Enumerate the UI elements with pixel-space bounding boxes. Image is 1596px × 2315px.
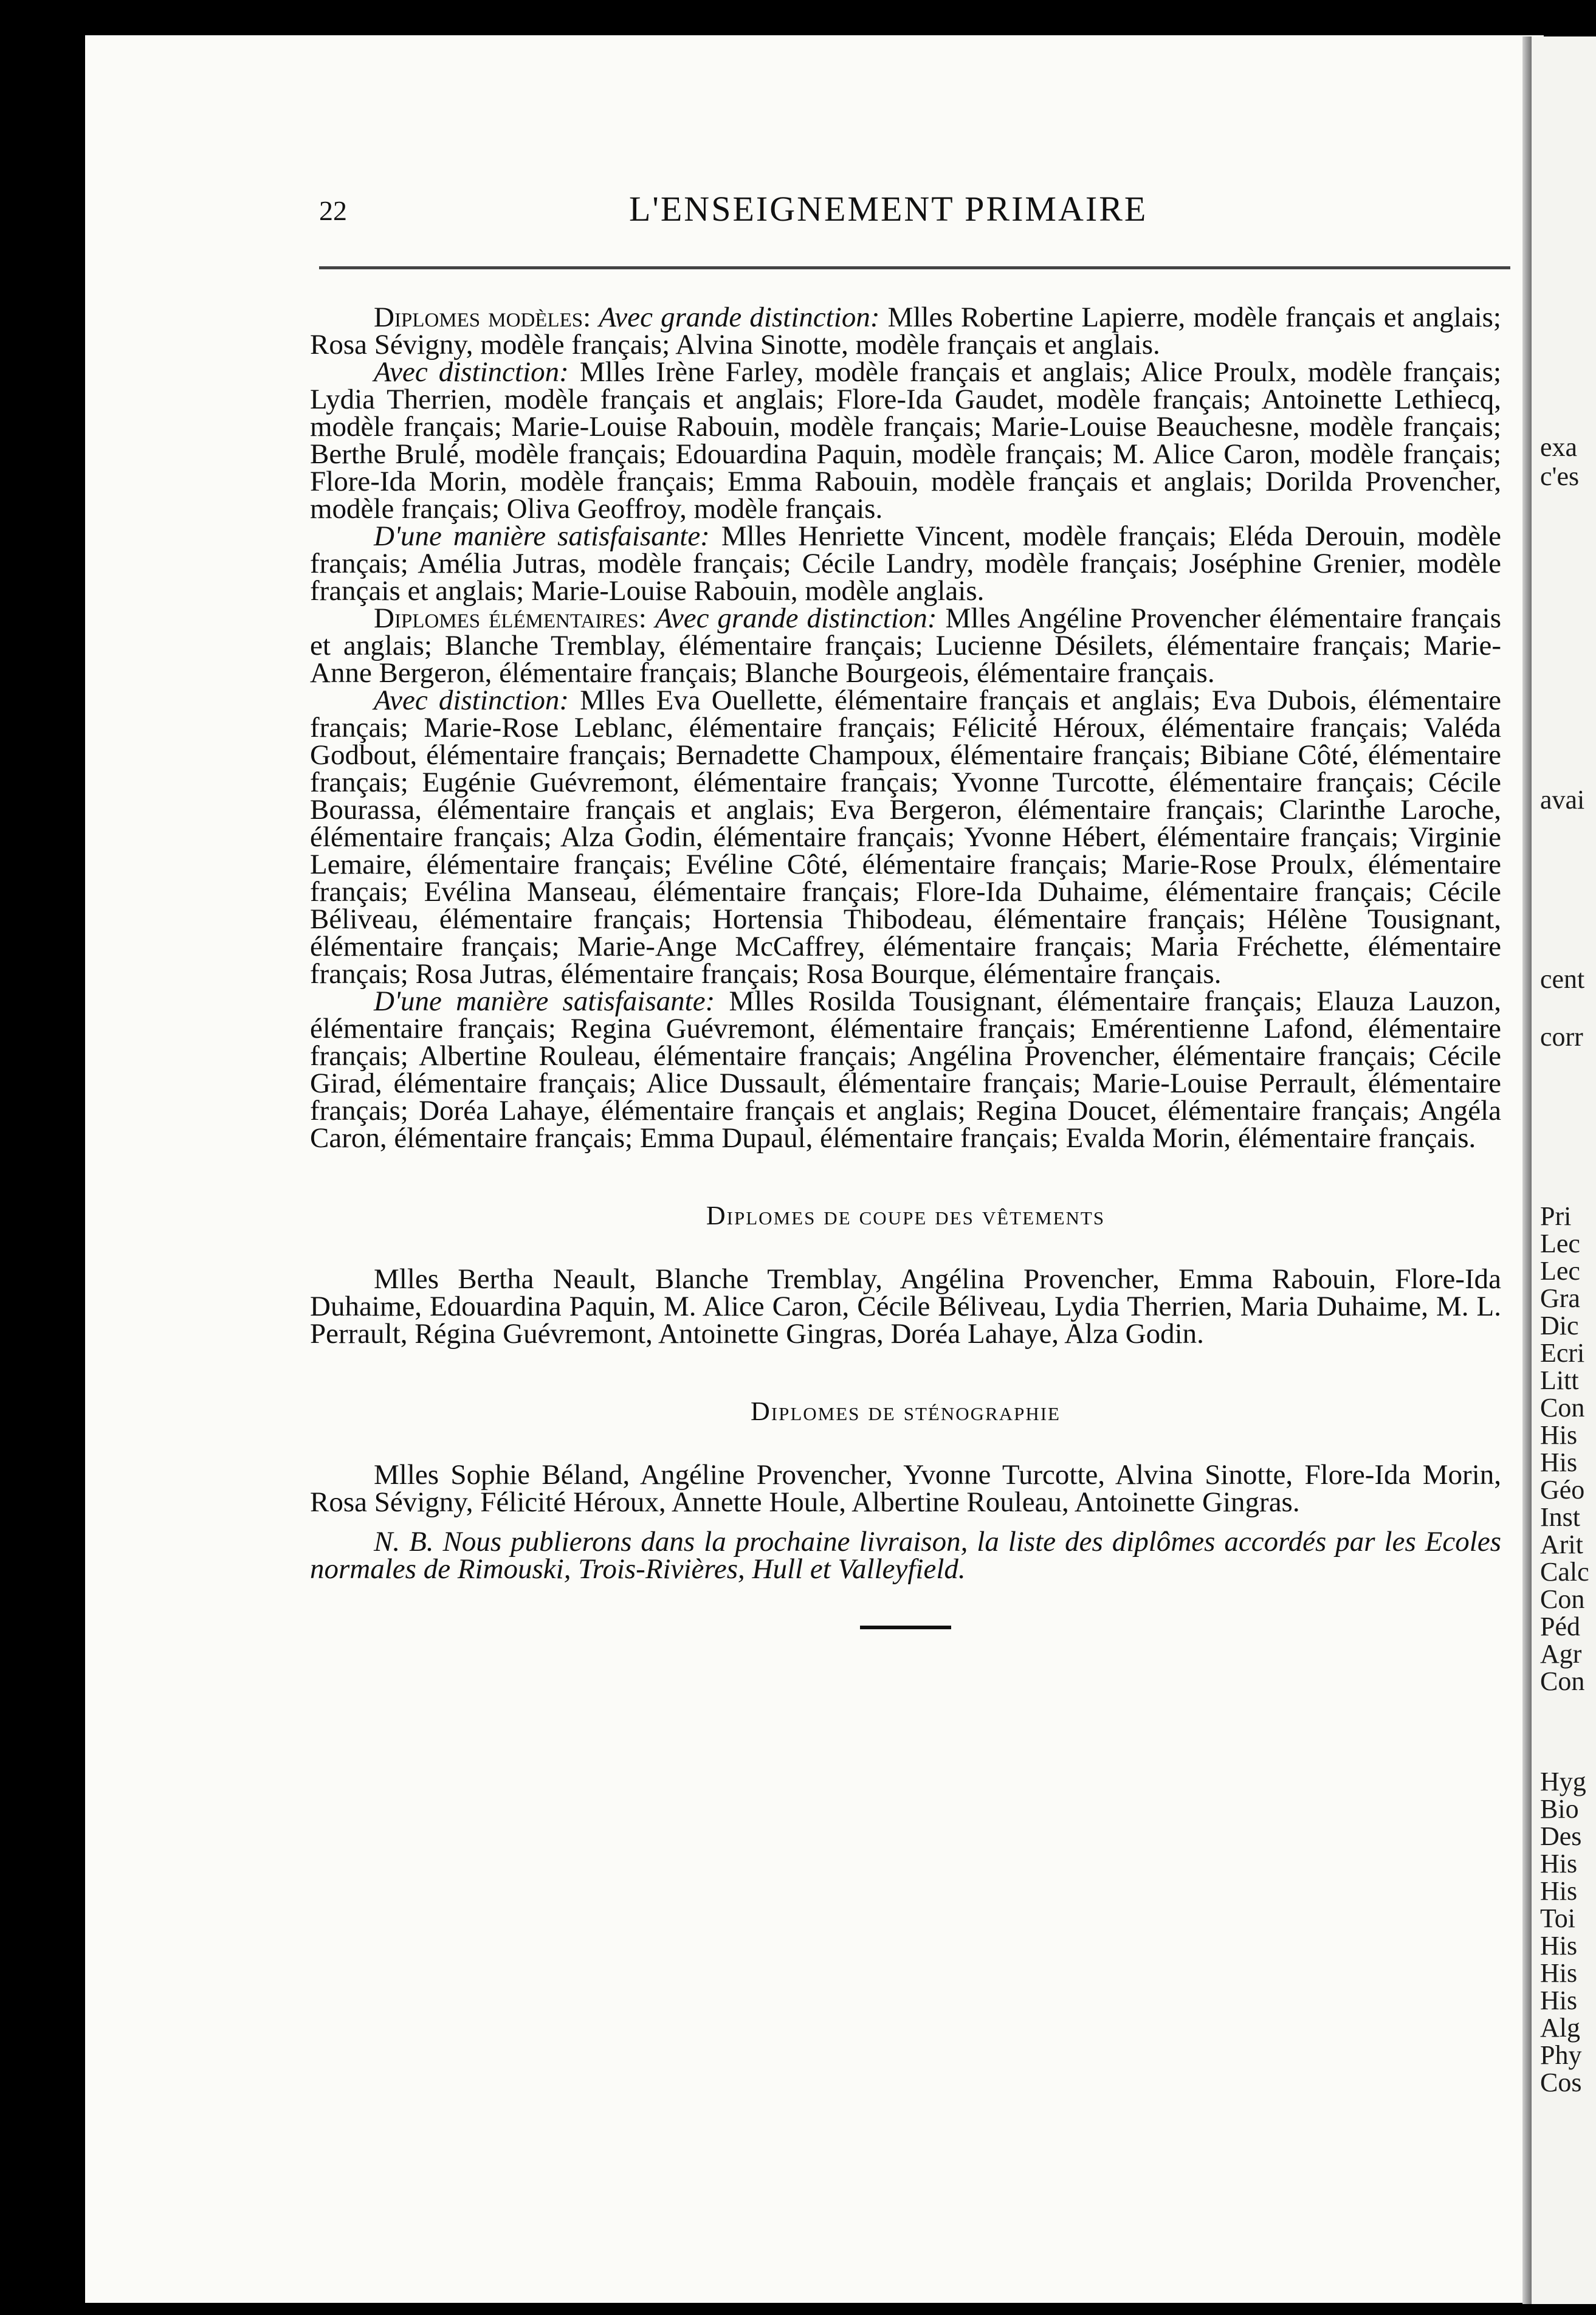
- distinction-label: D'une manière satisfaisante:: [374, 985, 715, 1017]
- elementaires-distinction: [310, 687, 1501, 988]
- fragment-line: Con: [1540, 1666, 1585, 1696]
- distinction-label: Avec distinction:: [374, 685, 569, 716]
- fragment-line: His: [1540, 1420, 1578, 1450]
- header-rule: [319, 266, 1510, 269]
- fragment-line: Bio: [1540, 1794, 1579, 1824]
- section-heading: Diplomes élémentaires:: [374, 602, 647, 634]
- main-text: [310, 304, 1501, 1629]
- paragraph-text: Mlles Angéline Provencher élémentaire français et anglais; Blanche Tremblay, élémentaire français; Lucienne Désilets, élémentaire français; Marie-Anne Bergeron, élémentaire français; Blanche Bourgeois, élémentaire français.: [310, 602, 1502, 689]
- stenographie-section-title: Diplomes de sténographie: [751, 1396, 1061, 1426]
- fragment-line: Arit: [1540, 1530, 1583, 1559]
- paragraph-text: Mlles Henriette Vincent, modèle français; Eléda Derouin, modèle français; Amélia Jutras, modèle français; Cécile Landry, modèle français; Joséphine Grenier, modèle français et anglais; Marie-Louise Rabouin, modèle anglais.: [310, 520, 1502, 607]
- fragment-line: His: [1540, 1876, 1578, 1906]
- paragraph-text: Mlles Rosilda Tousignant, élémentaire français; Elauza Lauzon, élémentaire français; Regina Guévremont, élémentaire français; Emérentienne Lafond, élémentaire français; Albertine Rouleau, élémentaire français; Angélina Provencher, élémentaire français; Cécile Girad, élémentaire français; Alice Dussault, élémentaire français; Marie-Louise Perrault, élémentaire français; Doréa Lahaye, élémentaire français et anglais; Regina Doucet, élémentaire français; Angéla Caron, élémentaire français; Emma Dupaul, élémentaire français; Evalda Morin, élémentaire français.: [310, 985, 1502, 1154]
- running-head: L'ENSEIGNEMENT PRIMAIRE: [629, 189, 1148, 229]
- fragment-line: Ecri: [1540, 1338, 1585, 1368]
- fragment-line: His: [1540, 1849, 1578, 1879]
- paragraph-text: Mlles Irène Farley, modèle français et anglais; Alice Proulx, modèle français; Lydia Therrien, modèle français et anglais; Flore-Ida Gaudet, modèle français; Antoinette Lethiecq, modèle français; Marie-Louise Rabouin, modèle français; Marie-Louise Beauchesne, modèle français; Berthe Brulé, modèle français; Edouardina Paquin, modèle français; M. Alice Caron, modèle français; Flore-Ida Morin, modèle français; Emma Rabouin, modèle français et anglais; Dorilda Provencher, modèle français; Oliva Geoffroy, modèle français.: [310, 356, 1502, 525]
- fragment-line: Litt: [1540, 1365, 1579, 1395]
- coupe-paragraph: Mlles Bertha Neault, Blanche Tremblay, Angélina Provencher, Emma Rabouin, Flore-Ida Duhaime, Edouardina Paquin, M. Alice Caron, Cécile Béliveau, Lydia Therrien, Maria Duhaime, M. L. Perrault, Régina Guévremont, Antoinette Gingras, Doréa Lahaye, Alza Godin.: [310, 1263, 1501, 1350]
- fragment-line: Con: [1540, 1393, 1585, 1423]
- fragment-line: His: [1540, 1986, 1578, 2015]
- fragment-line: Cos: [1540, 2068, 1582, 2097]
- modeles-satisfaisante: [310, 520, 1502, 607]
- editorial-note: N. B. Nous publierons dans la prochaine livraison, la liste des diplômes accordés par les Ecoles normales de Rimouski, Trois-Rivières, Hull et Valleyfield.: [310, 1526, 1501, 1585]
- fragment-line: Péd: [1540, 1612, 1580, 1641]
- distinction-label: D'une manière satisfaisante:: [374, 520, 710, 552]
- fragment-line: Calc: [1540, 1557, 1589, 1587]
- fragment-line: Agr: [1540, 1639, 1582, 1669]
- adjacent-page-edge: [1532, 36, 1596, 2304]
- fragment-line: His: [1540, 1958, 1578, 1988]
- fragment-line: Toi: [1540, 1903, 1576, 1933]
- fragment-line: cent: [1540, 964, 1585, 994]
- fragment-line: Des: [1540, 1821, 1582, 1851]
- fragment-line: Dic: [1540, 1311, 1579, 1340]
- page-number: 22: [319, 195, 347, 226]
- fragment-line: Inst: [1540, 1502, 1580, 1532]
- fragment-line: Alg: [1540, 2013, 1580, 2043]
- coupe-section-title: Diplomes de coupe des vêtements: [706, 1201, 1106, 1230]
- elementaires-satisfaisante: [310, 985, 1502, 1154]
- fragment-line: corr: [1540, 1022, 1583, 1052]
- elementaires-grande-distinction: [310, 602, 1502, 689]
- paragraph-text: Mlles Eva Ouellette, élémentaire français et anglais; Eva Dubois, élémentaire français; Marie-Rose Leblanc, élémentaire français; Félicité Héroux, élémentaire français; Valéda Godbout, élémentaire français; Bernadette Champoux, élémentaire français; Bibiane Côté, élémentaire français; Eugénie Guévremont, élémentaire français; Yvonne Turcotte, élémentaire français; Cécile Bourassa, élémentaire français et anglais; Eva Bergeron, élémentaire français; Clarinthe Laroche, élémentaire français; Alza Godin, élémentaire français; Yvonne Hébert, élémentaire français; Virginie Lemaire, élémentaire français; Evéline Côté, élémentaire français; Marie-Rose Proulx, élémentaire français; Evélina Manseau, élémentaire français; Flore-Ida Duhaime, élémentaire français; Cécile Béliveau, élémentaire français; Hortensia Thibodeau, élémentaire français; Hélène Tousignant, élémentaire français; Marie-Ange McCaffrey, élémentaire français; Maria Fréchette, élémentaire français; Rosa Jutras, élémentaire français; Rosa Bourque, élémentaire français.: [310, 685, 1501, 990]
- fragment-line: His: [1540, 1931, 1578, 1961]
- fragment-line: Géo: [1540, 1475, 1585, 1505]
- stenographie-paragraph: Mlles Sophie Béland, Angéline Provencher, Yvonne Turcotte, Alvina Sinotte, Flore-Ida Morin, Rosa Sévigny, Félicité Héroux, Annette Houle, Albertine Rouleau, Antoinette Gingras.: [310, 1459, 1501, 1518]
- paragraph-text: Mlles Robertine Lapierre, modèle français et anglais; Rosa Sévigny, modèle français; Alvina Sinotte, modèle français et anglais.: [310, 302, 1501, 361]
- fragment-line: Phy: [1540, 2040, 1582, 2070]
- distinction-label: Avec grande distinction:: [599, 302, 880, 333]
- fragment-line: Hyg: [1540, 1767, 1586, 1796]
- end-rule: [860, 1626, 951, 1629]
- modeles-distinction: [310, 356, 1502, 525]
- fragment-line: Con: [1540, 1584, 1585, 1614]
- modeles-grande-distinction: [310, 304, 1501, 359]
- distinction-label: Avec distinction:: [374, 356, 569, 388]
- fragment-line: Gra: [1540, 1283, 1580, 1313]
- fragment-line: avai: [1540, 785, 1585, 815]
- fragment-line: Lec: [1540, 1229, 1580, 1258]
- fragment-line: Lec: [1540, 1256, 1580, 1286]
- fragment-line: His: [1540, 1447, 1578, 1477]
- fragment-line: Pri: [1540, 1201, 1572, 1231]
- section-heading: Diplomes modèles:: [374, 302, 591, 333]
- fragment-line: exa: [1540, 432, 1578, 462]
- fragment-line: c'es: [1540, 461, 1580, 491]
- distinction-label: Avec grande distinction:: [655, 602, 937, 634]
